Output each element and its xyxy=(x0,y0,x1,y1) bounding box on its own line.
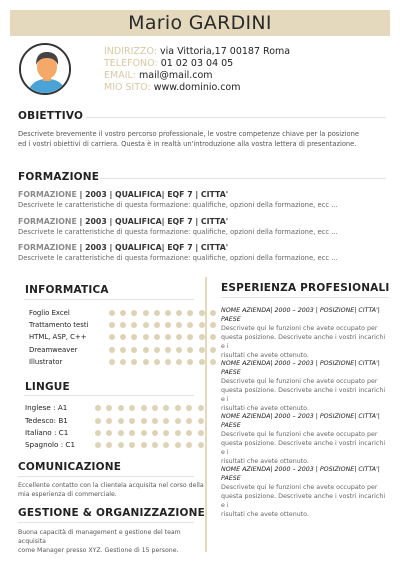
rating-dot xyxy=(187,347,193,353)
rating-dot xyxy=(175,418,181,424)
contact-block xyxy=(104,46,290,94)
skill-dots xyxy=(109,310,224,316)
contact-email: EMAIL: mail@mail.com xyxy=(104,70,213,81)
section-title-formazione: FORMAZIONE xyxy=(18,171,100,183)
rating-dot xyxy=(129,430,135,436)
skill-dots xyxy=(109,322,224,328)
rating-dot xyxy=(165,334,171,340)
rating-dot xyxy=(165,310,171,316)
rating-dot xyxy=(176,347,182,353)
rating-dot xyxy=(109,310,115,316)
rating-dot xyxy=(163,418,169,424)
language-dots xyxy=(95,418,215,424)
experience-entry: NOME AZIENDA| 2000 – 2003 | POSIZIONE| CITTA'| PAESE Descrivete qui le funzioni che avete occupato per questa posizione. Descrivete anche i vostri incarichi e i risultati che avete ottenuto. xyxy=(221,466,386,518)
rating-dot xyxy=(154,334,160,340)
rating-dot xyxy=(106,418,112,424)
rating-dot xyxy=(141,442,147,448)
rating-dot xyxy=(165,322,171,328)
skill-row: Dreamweaver xyxy=(29,345,204,355)
rating-dot xyxy=(165,359,171,365)
divider xyxy=(24,395,194,396)
section-title-lingue: LINGUE xyxy=(25,381,70,393)
rating-dot xyxy=(187,359,193,365)
rating-dot xyxy=(106,442,112,448)
candidate-name: Mario GARDINI xyxy=(128,12,272,34)
contact-address: INDIRIZZO: via Vittoria,17 00187 Roma xyxy=(104,46,291,57)
language-row: Tedesco: B1 xyxy=(25,416,205,426)
section-title-comunicazione: COMUNICAZIONE xyxy=(18,461,122,473)
rating-dot xyxy=(187,310,193,316)
divider xyxy=(100,178,386,179)
rating-dot xyxy=(118,442,124,448)
rating-dot xyxy=(118,430,124,436)
divider xyxy=(86,117,386,118)
language-dots xyxy=(95,405,215,411)
rating-dot xyxy=(109,334,115,340)
rating-dot xyxy=(131,347,137,353)
formazione-entry: FORMAZIONE | 2003 | QUALIFICA| EQF 7 | CITTA' Descrivete le caratteristiche di questa formazione: qualifiche, opzioni della formazione, ecc ... xyxy=(18,243,338,262)
rating-dot xyxy=(141,418,147,424)
rating-dot xyxy=(109,359,115,365)
language-row: Italiano : C1 xyxy=(25,428,205,438)
rating-dot xyxy=(176,322,182,328)
rating-dot xyxy=(199,322,205,328)
rating-dot xyxy=(95,405,101,411)
column-divider xyxy=(205,277,207,552)
rating-dot xyxy=(163,430,169,436)
rating-dot xyxy=(152,442,158,448)
rating-dot xyxy=(163,405,169,411)
header-bar xyxy=(10,10,390,36)
rating-dot xyxy=(143,347,149,353)
skill-dots xyxy=(109,359,224,365)
experience-entry: NOME AZIENDA| 2000 – 2003 | POSIZIONE| CITTA'| PAESE Descrivete qui le funzioni che avete occupato per questa posizione. Descrivete anche i vostri incarichi e i risultati che avete ottenuto. xyxy=(221,413,386,465)
rating-dot xyxy=(143,334,149,340)
rating-dot xyxy=(154,310,160,316)
rating-dot xyxy=(141,430,147,436)
skill-row: Illustrator xyxy=(29,357,204,367)
rating-dot xyxy=(175,430,181,436)
skill-row: Trattamento testi xyxy=(29,320,204,330)
language-dots xyxy=(95,442,215,448)
language-row: Inglese : A1 xyxy=(25,403,205,413)
divider xyxy=(221,297,389,298)
rating-dot xyxy=(186,442,192,448)
rating-dot xyxy=(210,347,216,353)
formazione-entry: FORMAZIONE | 2003 | QUALIFICA| EQF 7 | CITTA' Descrivete le caratteristiche di questa formazione: qualifiche, opzioni della formazione, ecc ... xyxy=(18,190,338,209)
rating-dot xyxy=(141,405,147,411)
rating-dot xyxy=(129,442,135,448)
rating-dot xyxy=(129,405,135,411)
rating-dot xyxy=(120,322,126,328)
rating-dot xyxy=(199,347,205,353)
rating-dot xyxy=(109,347,115,353)
rating-dot xyxy=(120,310,126,316)
rating-dot xyxy=(95,430,101,436)
rating-dot xyxy=(176,359,182,365)
rating-dot xyxy=(199,334,205,340)
rating-dot xyxy=(95,418,101,424)
rating-dot xyxy=(199,310,205,316)
rating-dot xyxy=(198,405,204,411)
section-title-obiettivo: OBIETTIVO xyxy=(18,110,84,122)
rating-dot xyxy=(129,418,135,424)
divider xyxy=(18,476,194,477)
rating-dot xyxy=(165,347,171,353)
rating-dot xyxy=(143,310,149,316)
experience-entry: NOME AZIENDA| 2000 – 2003 | POSIZIONE| CITTA'| PAESE Descrivete qui le funzioni che avete occupato per questa posizione. Descrivete anche i vostri incarichi e i risultati che avete ottenuto. xyxy=(221,360,386,412)
rating-dot xyxy=(210,310,216,316)
rating-dot xyxy=(109,322,115,328)
rating-dot xyxy=(199,359,205,365)
person-avatar-icon xyxy=(21,45,71,95)
section-title-gestione: GESTIONE & ORGANIZZAZIONE xyxy=(18,507,205,519)
formazione-entry: FORMAZIONE | 2003 | QUALIFICA| EQF 7 | CITTA' Descrivete le caratteristiche di questa formazione: qualifiche, opzioni della formazione, ecc ... xyxy=(18,217,338,236)
section-title-informatica: INFORMATICA xyxy=(25,284,109,296)
rating-dot xyxy=(176,334,182,340)
rating-dot xyxy=(198,418,204,424)
experience-entry: NOME AZIENDA| 2000 – 2003 | POSIZIONE| CITTA'| PAESE Descrivete qui le funzioni che avete occupato per questa posizione. Descrivete anche i vostri incarichi e i risultati che avete ottenuto. xyxy=(221,307,386,359)
skill-dots xyxy=(109,347,224,353)
section-title-esperienza: ESPERIENZA PROFESIONALI xyxy=(221,282,390,294)
rating-dot xyxy=(152,430,158,436)
rating-dot xyxy=(176,310,182,316)
rating-dot xyxy=(120,347,126,353)
rating-dot xyxy=(210,359,216,365)
rating-dot xyxy=(186,430,192,436)
skill-row: Foglio Excel xyxy=(29,308,204,318)
rating-dot xyxy=(152,418,158,424)
avatar xyxy=(19,43,71,95)
comunicazione-text: Eccellente contatto con la clientela acquisita nel corso della mia esperienza di commerciale. xyxy=(18,482,204,498)
contact-phone: TELEFONO: 01 02 03 04 05 xyxy=(104,58,234,69)
rating-dot xyxy=(175,442,181,448)
rating-dot xyxy=(198,430,204,436)
rating-dot xyxy=(210,334,216,340)
rating-dot xyxy=(131,310,137,316)
obiettivo-text: Descrivete brevemente il vostro percorso professionale, le vostre competenze chiave per la posizione ed i vostri obiettivi di carriera. Questa è in realtà un'introduzione alla vostra lettera di presentazione. xyxy=(18,130,359,148)
rating-dot xyxy=(187,322,193,328)
contact-website: MIO SITO: www.dominio.com xyxy=(104,82,241,93)
rating-dot xyxy=(154,322,160,328)
gestione-text: Buona capacità di management e gestione del team acquisita come Manager presso XYZ. Gestione di 15 persone. xyxy=(18,529,181,554)
rating-dot xyxy=(131,322,137,328)
divider xyxy=(24,299,194,300)
skill-dots xyxy=(109,334,224,340)
rating-dot xyxy=(154,347,160,353)
rating-dot xyxy=(152,405,158,411)
rating-dot xyxy=(187,334,193,340)
rating-dot xyxy=(131,334,137,340)
rating-dot xyxy=(186,418,192,424)
rating-dot xyxy=(131,359,137,365)
skill-row: HTML, ASP, C++ xyxy=(29,332,204,342)
rating-dot xyxy=(163,442,169,448)
rating-dot xyxy=(95,442,101,448)
divider xyxy=(18,522,194,523)
rating-dot xyxy=(106,430,112,436)
rating-dot xyxy=(118,405,124,411)
rating-dot xyxy=(186,405,192,411)
rating-dot xyxy=(143,322,149,328)
language-dots xyxy=(95,430,215,436)
language-row: Spagnolo : C1 xyxy=(25,440,205,450)
rating-dot xyxy=(106,405,112,411)
rating-dot xyxy=(175,405,181,411)
rating-dot xyxy=(120,359,126,365)
rating-dot xyxy=(118,418,124,424)
rating-dot xyxy=(210,322,216,328)
rating-dot xyxy=(143,359,149,365)
rating-dot xyxy=(120,334,126,340)
rating-dot xyxy=(198,442,204,448)
rating-dot xyxy=(154,359,160,365)
